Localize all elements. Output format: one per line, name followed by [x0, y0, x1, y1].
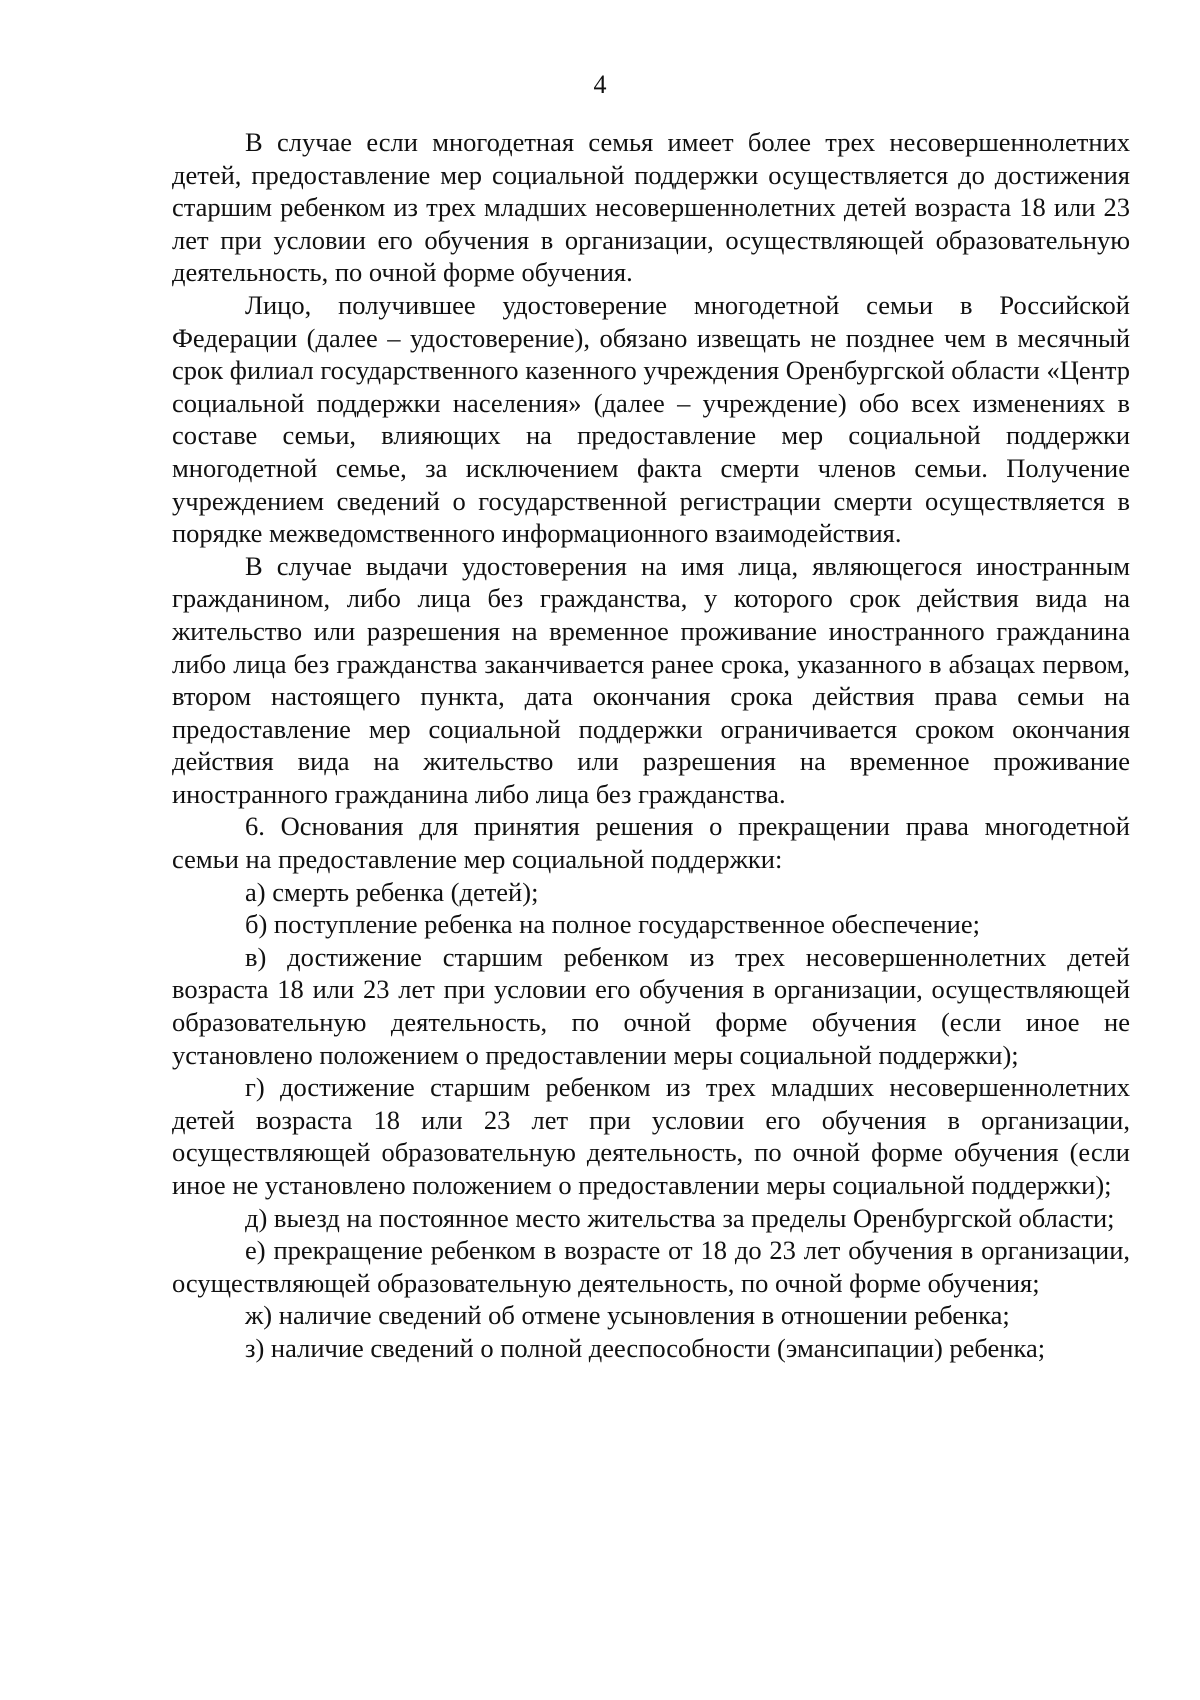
list-item-b: б) поступление ребенка на полное государственное обеспечение; [245, 909, 980, 940]
list-item-e: е) прекращение ребенком в возрасте от 18 до 23 лет обучения в организации, осуществляющей образовательную деятельность, по очной форме обучения; [172, 1235, 1130, 1298]
list-item-g: г) достижение старшим ребенком из трех младших несовершеннолетних детей возраста 18 или 23 лет при условии его обучения в организации, осуществляющей образовательную деятельность, по очной форме обучения (если иное не установлено положением о предоставлении меры социальной поддержки); [172, 1072, 1130, 1200]
list-item-d: д) выезд на постоянное место жительства за пределы Оренбургской области; [245, 1202, 1115, 1233]
paragraph-notification-obligation: Лицо, получившее удостоверение многодетной семьи в Российской Федерации (далее – удостоверение), обязано извещать не позднее чем в месячный срок филиал государственного казенного учреждения Оренбургской области «Центр социальной поддержки населения» (далее – учреждение) обо всех изменениях в составе семьи, влияющих на предоставление мер социальной поддержки многодетной семье, за исключением факта смерти членов семьи. Получение учреждением сведений о государственной регистрации смерти осуществляется в порядке межведомственного информационного взаимодействия. [172, 289, 1130, 549]
page-number: 4 [593, 70, 607, 99]
document-body [172, 126, 1130, 1365]
paragraph-section-6-heading: 6. Основания для принятия решения о прекращении права многодетной семьи на предоставление мер социальной поддержки: [172, 811, 1130, 875]
list-item-a: а) смерть ребенка (детей); [245, 876, 539, 907]
paragraph-large-family-over-three: В случае если многодетная семья имеет более трех несовершеннолетних детей, предоставление мер социальной поддержки осуществляется до достижения старшим ребенком из трех младших несовершеннолетних детей возраста 18 или 23 лет при условии его обучения в организации, осуществляющей образовательную деятельность, по очной форме обучения. [172, 127, 1130, 288]
list-item-z: з) наличие сведений о полной дееспособности (эмансипации) ребенка; [245, 1332, 1046, 1363]
list-item-zh: ж) наличие сведений об отмене усыновления в отношении ребенка; [245, 1300, 1010, 1331]
paragraph-foreign-citizen: В случае выдачи удостоверения на имя лица, являющегося иностранным гражданином, либо лица без гражданства, у которого срок действия вида на жительство или разрешения на временное проживание иностранного гражданина либо лица без гражданства заканчивается ранее срока, указанного в абзацах первом, втором настоящего пункта, дата окончания срока действия права семьи на предоставление мер социальной поддержки ограничивается сроком окончания действия вида на жительство или разрешения на временное проживание иностранного гражданина либо лица без гражданства. [172, 550, 1130, 809]
list-item-v: в) достижение старшим ребенком из трех несовершеннолетних детей возраста 18 или 23 лет при условии его обучения в организации, осуществляющей образовательную деятельность, по очной форме обучения (если иное не установлено положением о предоставлении меры социальной поддержки); [172, 941, 1130, 1070]
